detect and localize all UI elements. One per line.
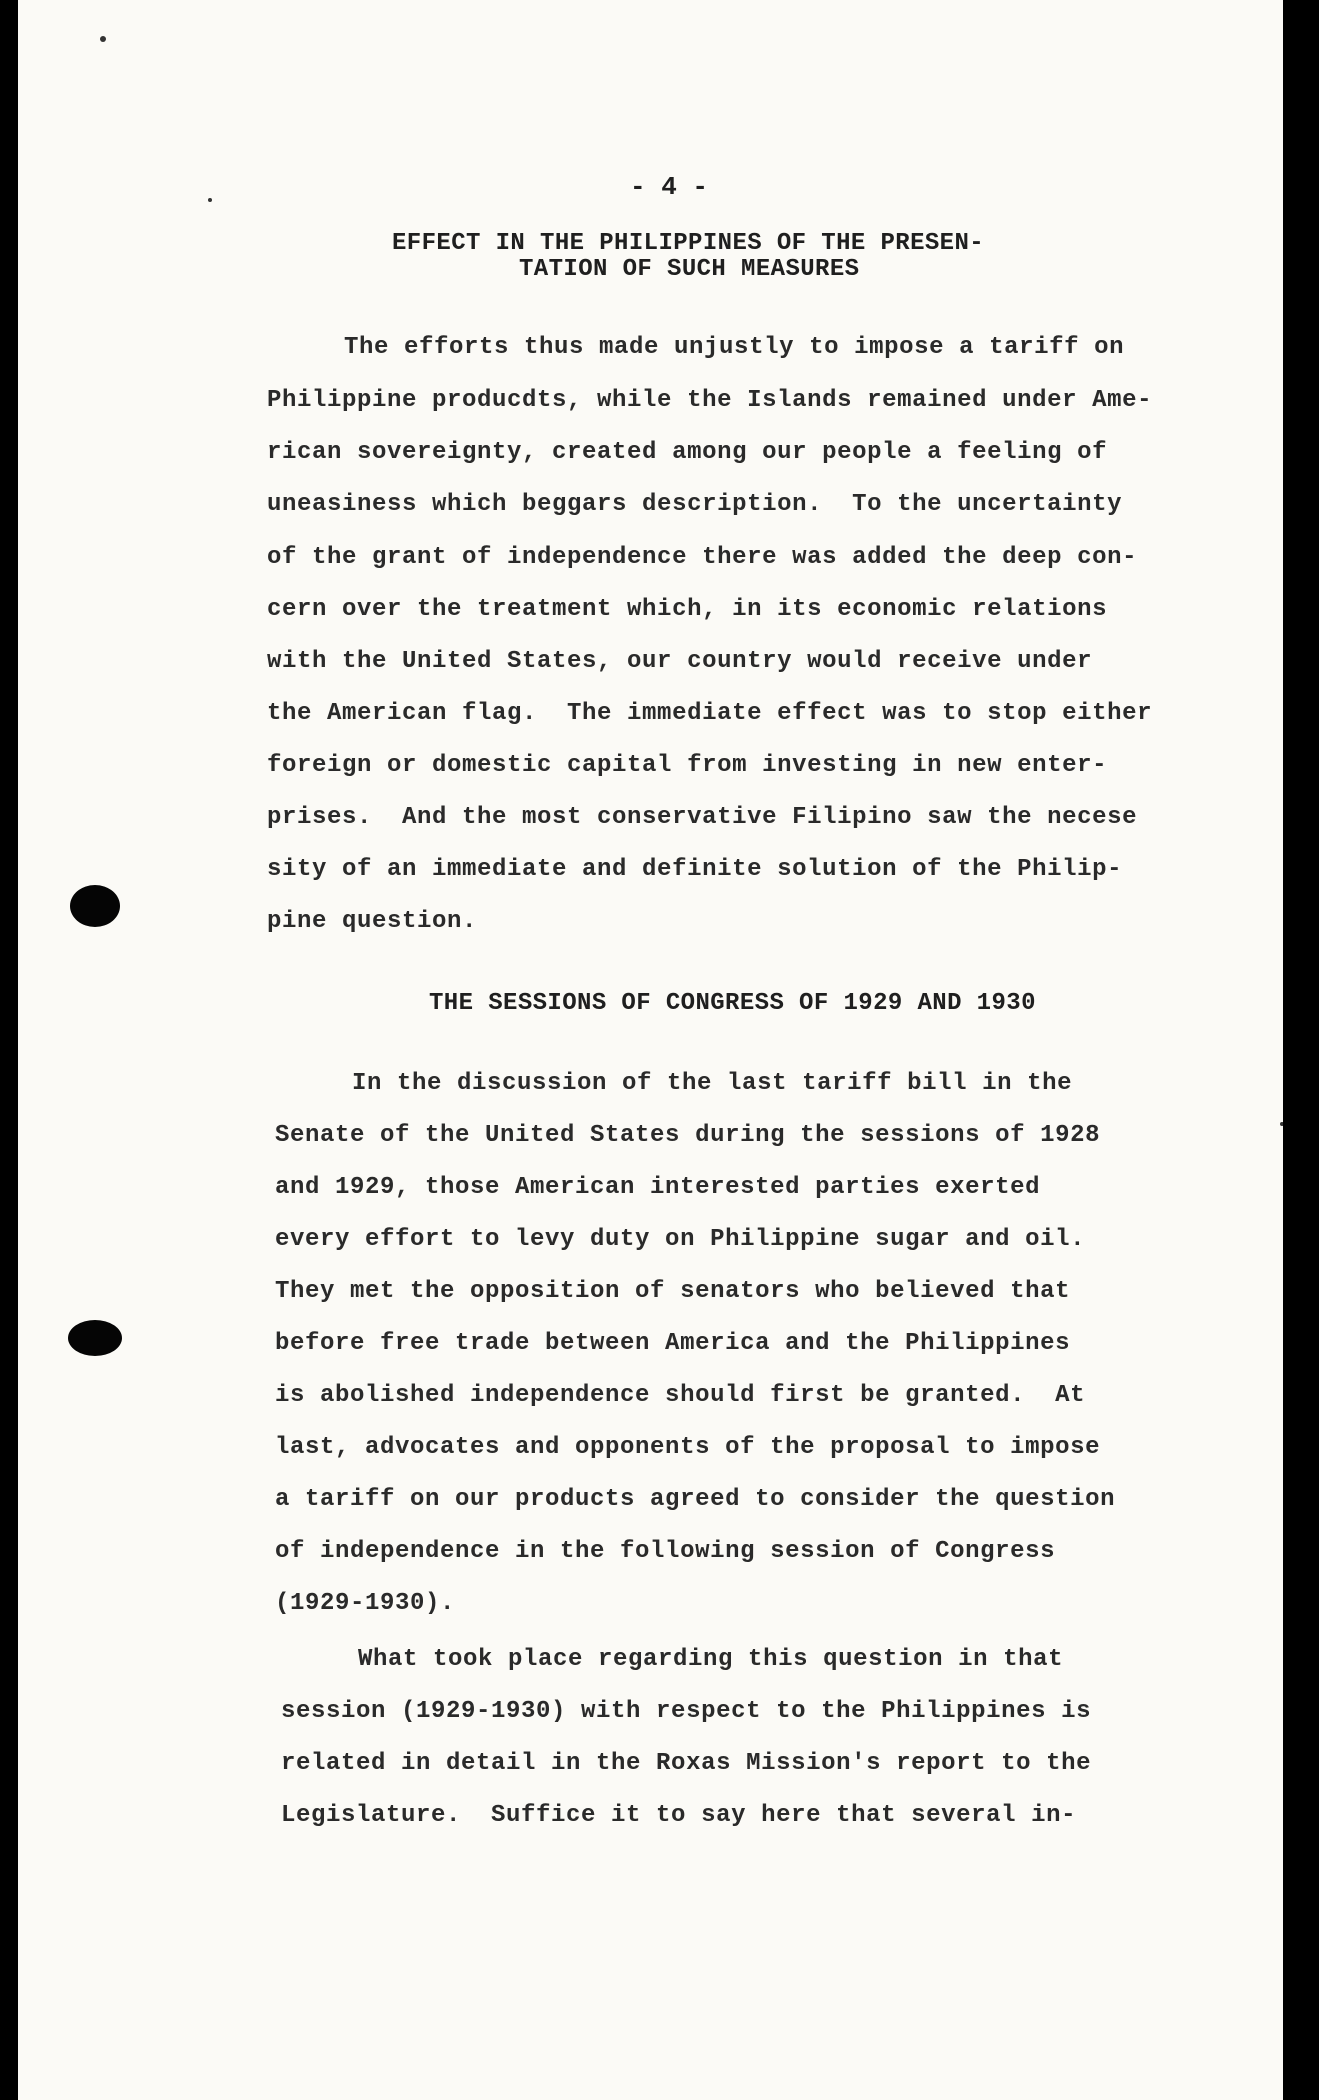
- paragraph-line: every effort to levy duty on Philippine sugar and oil.: [275, 1226, 1086, 1253]
- paragraph-line: pine question.: [267, 908, 478, 935]
- paragraph-line: cern over the treatment which, in its economic relations: [267, 596, 1108, 623]
- paragraph-line: sity of an immediate and definite solution of the Philip-: [267, 856, 1123, 883]
- document-page: [18, 0, 1301, 2100]
- paragraph-line: a tariff on our products agreed to consider the question: [275, 1486, 1116, 1513]
- section-heading-2: THE SESSIONS OF CONGRESS OF 1929 AND 1930: [429, 990, 1036, 1017]
- paragraph-line: of the grant of independence there was added the deep con-: [267, 544, 1138, 571]
- paragraph-line: the American flag. The immediate effect was to stop either: [267, 700, 1153, 727]
- page-number: - 4 -: [630, 172, 709, 202]
- paragraph-line: Philippine producdts, while the Islands remained under Ame-: [267, 387, 1153, 414]
- paragraph-line: They met the opposition of senators who believed that: [275, 1278, 1071, 1305]
- paragraph-line: of independence in the following session of Congress: [275, 1538, 1056, 1565]
- section-heading-line-2: TATION OF SUCH MEASURES: [519, 256, 860, 283]
- paragraph-line: foreign or domestic capital from investing in new enter-: [267, 752, 1108, 779]
- paragraph-line: is abolished independence should first be granted. At: [275, 1382, 1086, 1409]
- section-heading-line-1: EFFECT IN THE PHILIPPINES OF THE PRESEN-: [392, 230, 985, 257]
- paragraph-line: and 1929, those American interested parties exerted: [275, 1174, 1041, 1201]
- page-text: [18, 0, 1301, 2100]
- scan-border: [1283, 0, 1319, 2100]
- ink-speck: [100, 36, 106, 42]
- paragraph-line: What took place regarding this question in that: [358, 1646, 1064, 1673]
- ink-blot: [70, 885, 120, 927]
- ink-speck: [208, 198, 212, 202]
- paragraph-line: with the United States, our country would receive under: [267, 648, 1093, 675]
- paragraph-line: In the discussion of the last tariff bill in the: [352, 1070, 1073, 1097]
- paragraph-line: before free trade between America and the Philippines: [275, 1330, 1071, 1357]
- paragraph-line: (1929-1930).: [275, 1590, 456, 1617]
- paragraph-line: The efforts thus made unjustly to impose a tariff on: [344, 334, 1125, 361]
- paragraph-line: related in detail in the Roxas Mission's report to the: [281, 1750, 1092, 1777]
- paragraph-line: prises. And the most conservative Filipino saw the necese: [267, 804, 1138, 831]
- paragraph-line: uneasiness which beggars description. To the uncertainty: [267, 491, 1123, 518]
- paragraph-line: Senate of the United States during the sessions of 1928: [275, 1122, 1101, 1149]
- paragraph-line: session (1929-1930) with respect to the Philippines is: [281, 1698, 1092, 1725]
- ink-blot: [68, 1320, 122, 1356]
- paragraph-line: last, advocates and opponents of the proposal to impose: [275, 1434, 1101, 1461]
- paragraph-line: Legislature. Suffice it to say here that several in-: [281, 1802, 1077, 1829]
- paragraph-line: rican sovereignty, created among our people a feeling of: [267, 439, 1108, 466]
